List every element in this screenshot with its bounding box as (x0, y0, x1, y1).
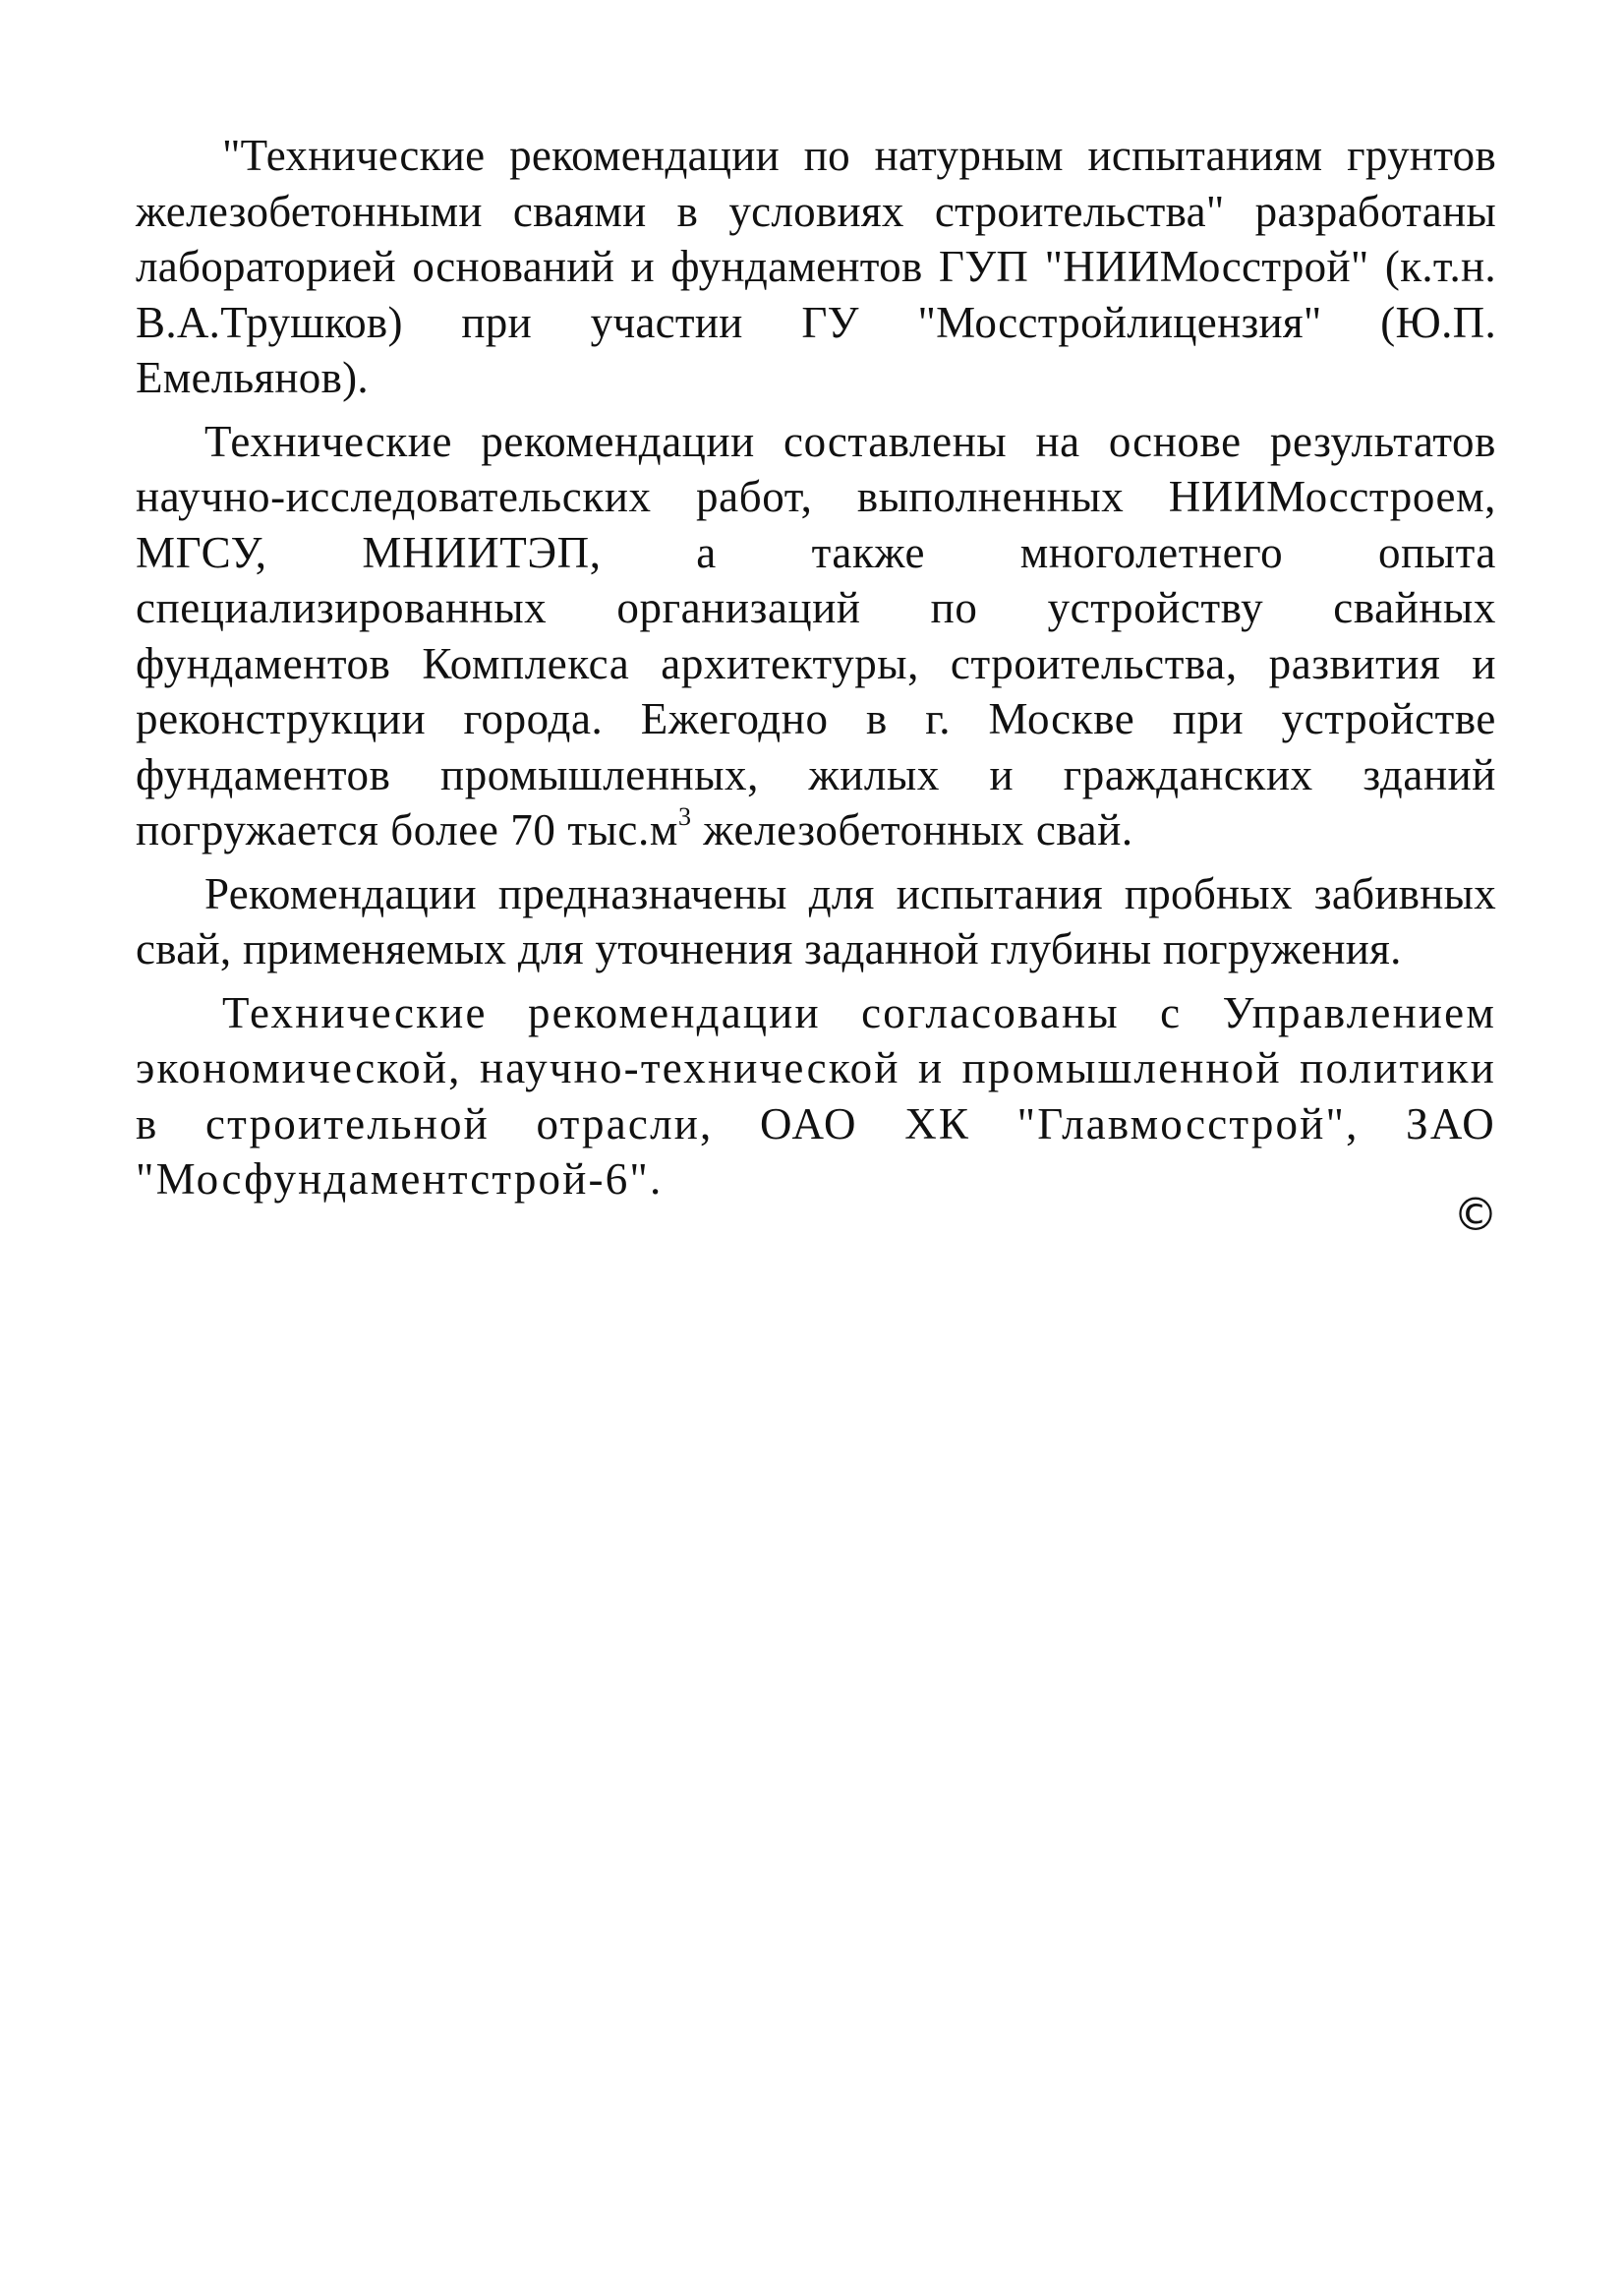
paragraph-basis-main: Технические рекомендации составлены на основе результатов научно-исследовательских работ, выполненных НИИМосстроем, МГСУ, МНИИТЭП, а также многолетнего опыта специализированных организаций по устройству свайных фундаментов Комплекса архитектуры, строительства, развития и реконструкции города. Ежегодно в г. Москве при устройстве фундаментов промышленных, жилых и гражданских зданий погружается более 70 тыс.м (136, 416, 1496, 854)
copyright-icon: © (1453, 1188, 1498, 1241)
paragraph-basis-tail: железобетонных свай. (691, 805, 1133, 854)
cubic-superscript: 3 (677, 802, 692, 831)
paragraph-developers: "Технические рекомендации по натурным испытаниям грунтов железобетонными сваями в условиях строительства" разработаны лабораторией оснований и фундаментов ГУП "НИИМосстрой" (к.т.н. В.А.Трушков) при участии ГУ "Мосстройлицензия" (Ю.П. Емельянов). (136, 131, 1496, 402)
paragraph-purpose: Рекомендации предназначены для испытания пробных забивных свай, применяемых для уточнения заданной глубины погружения. (136, 868, 1496, 973)
document-body (136, 128, 1496, 1207)
paragraph-approval: Технические рекомендации согласованы с Управлением экономической, научно-технической и промышленной политики в строительной отрасли, ОАО ХК "Главмосстрой", ЗАО "Мосфундаментстрой-6". (136, 987, 1496, 1204)
paragraph-basis (136, 414, 1496, 858)
